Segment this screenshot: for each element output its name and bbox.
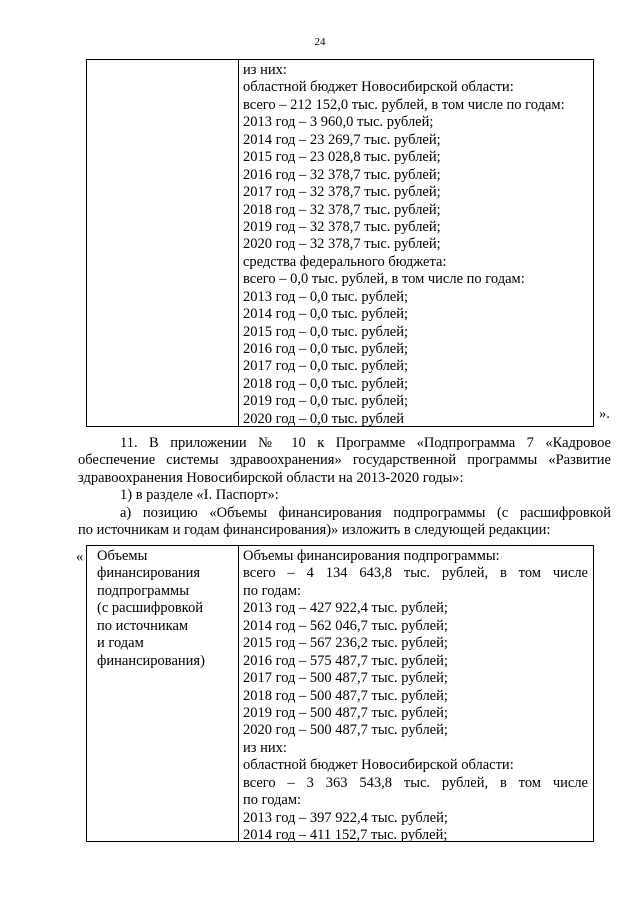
text-line: 2020 год – 0,0 тыс. рублей (243, 410, 405, 427)
table-right-cell (243, 548, 588, 844)
text-line: 2018 год – 32 378,7 тыс. рублей; (243, 201, 441, 218)
text-line: по годам: (243, 792, 302, 809)
text-line: всего – 3 363 543,8 тыс. рублей, в том числе (243, 774, 588, 791)
text-line: а) позицию «Объемы финансирования подпрограммы (с расшифровкой (120, 504, 611, 521)
opening-quote: « (76, 549, 84, 565)
text-line: 2013 год – 3 960,0 тыс. рублей; (243, 114, 434, 131)
text-line: 1) в разделе «I. Паспорт»: (120, 487, 279, 504)
text-line: 2015 год – 0,0 тыс. рублей; (243, 323, 409, 340)
text-line: 2014 год – 0,0 тыс. рублей; (243, 306, 409, 323)
text-line: всего – 212 152,0 тыс. рублей, в том числе по годам: (243, 96, 565, 113)
table-right-cell (243, 62, 588, 428)
table-column-divider (238, 60, 239, 426)
text-line: 2018 год – 500 487,7 тыс. рублей; (243, 687, 448, 704)
paragraph-11 (78, 435, 611, 540)
text-line: по источникам (97, 617, 189, 634)
text-line: по годам: (243, 582, 302, 599)
page-number: 24 (314, 36, 326, 48)
text-line: Объемы (97, 548, 148, 564)
text-line: 2015 год – 567 236,2 тыс. рублей; (243, 635, 448, 652)
text-line: 2020 год – 32 378,7 тыс. рублей; (243, 236, 441, 253)
text-line: 2014 год – 411 152,7 тыс. рублей; (243, 827, 448, 843)
text-line: из них: (243, 739, 287, 756)
text-line: обеспечение системы здравоохранения» государственной программы «Развитие (78, 452, 611, 469)
text-line: 2014 год – 23 269,7 тыс. рублей; (243, 131, 441, 148)
text-line: (с расшифровкой (97, 600, 203, 617)
table-column-divider (238, 546, 239, 841)
table-financing (86, 545, 594, 842)
text-line: 2016 год – 0,0 тыс. рублей; (243, 341, 409, 357)
text-line: 2016 год – 32 378,7 тыс. рублей; (243, 166, 441, 183)
table-continuation (86, 59, 594, 427)
text-line: 11. В приложении № 10 к Программе «Подпрограмма 7 «Кадровое (120, 435, 611, 451)
closing-quote: ». (599, 406, 610, 422)
text-line: 2013 год – 0,0 тыс. рублей; (243, 288, 409, 305)
text-line: здравоохранения Новосибирской области на 2013-2020 годы»: (78, 469, 464, 486)
text-line: 2017 год – 500 487,7 тыс. рублей; (243, 670, 448, 687)
text-line: областной бюджет Новосибирской области: (243, 757, 514, 774)
text-line: 2014 год – 562 046,7 тыс. рублей; (243, 617, 448, 634)
text-line: из них: (243, 62, 287, 78)
text-line: 2013 год – 427 922,4 тыс. рублей; (243, 600, 448, 617)
text-line: 2019 год – 500 487,7 тыс. рублей; (243, 704, 448, 721)
text-line: областной бюджет Новосибирской области: (243, 79, 514, 96)
text-line: всего – 4 134 643,8 тыс. рублей, в том числе (243, 565, 588, 582)
text-line: финансирования (97, 565, 201, 582)
text-line: подпрограммы (97, 582, 189, 599)
text-line: 2018 год – 0,0 тыс. рублей; (243, 375, 409, 392)
table-left-cell (97, 548, 235, 670)
text-line: 2019 год – 32 378,7 тыс. рублей; (243, 218, 441, 235)
text-line: 2013 год – 397 922,4 тыс. рублей; (243, 809, 448, 826)
text-line: по источникам и годам финансирования)» изложить в следующей редакции: (78, 522, 551, 539)
text-line: Объемы финансирования подпрограммы: (243, 548, 500, 564)
text-line: 2016 год – 575 487,7 тыс. рублей; (243, 652, 448, 669)
text-line: финансирования) (97, 652, 205, 669)
text-line: 2019 год – 0,0 тыс. рублей; (243, 393, 409, 410)
text-line: 2015 год – 23 028,8 тыс. рублей; (243, 149, 441, 166)
text-line: и годам (97, 635, 144, 652)
text-line: 2020 год – 500 487,7 тыс. рублей; (243, 722, 448, 739)
text-line: 2017 год – 0,0 тыс. рублей; (243, 358, 409, 375)
text-line: 2017 год – 32 378,7 тыс. рублей; (243, 184, 441, 201)
text-line: всего – 0,0 тыс. рублей, в том числе по годам: (243, 271, 525, 288)
text-line: средства федерального бюджета: (243, 253, 447, 270)
